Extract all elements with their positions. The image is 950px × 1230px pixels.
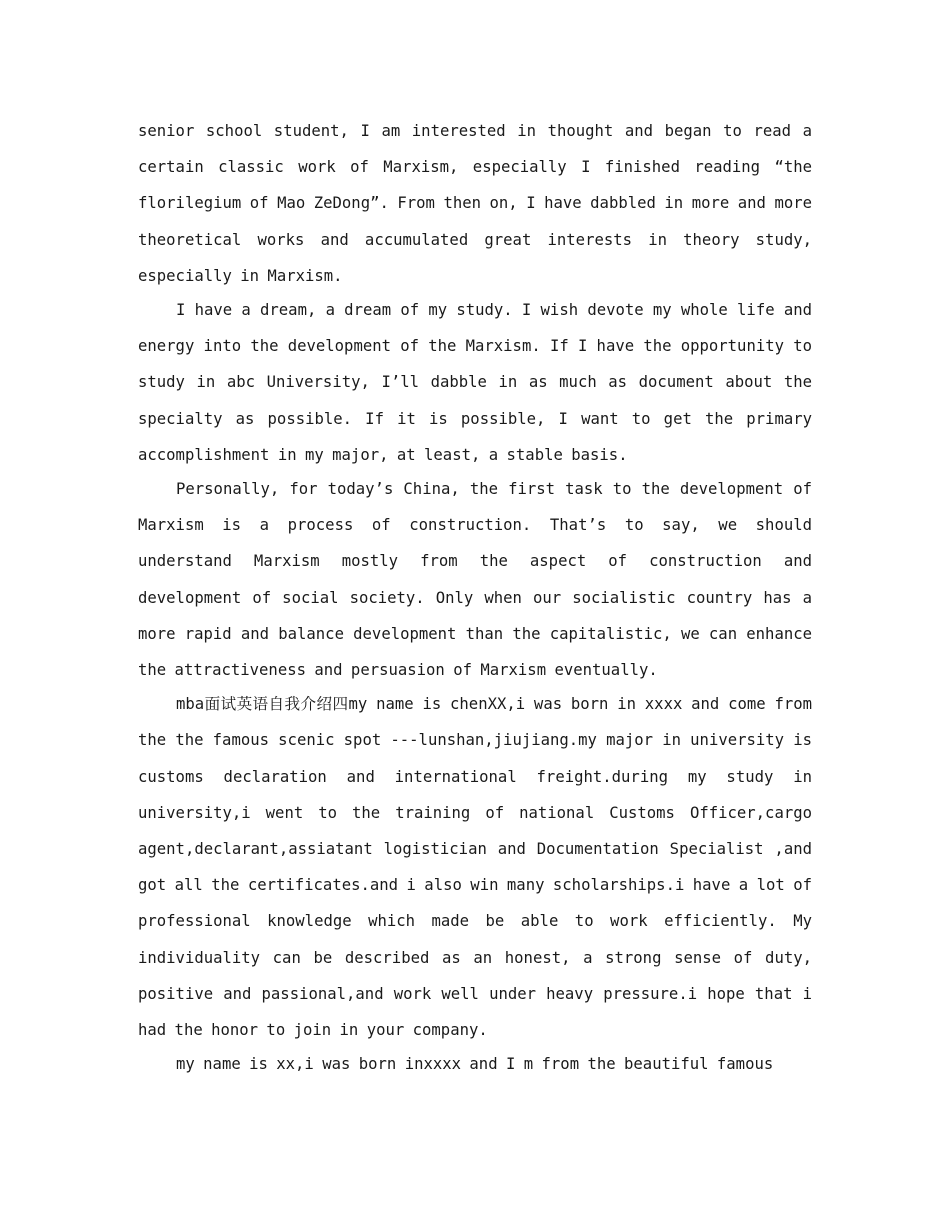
- document-body: [138, 113, 812, 1080]
- paragraph-study-dream: I have a dream, a dream of my study. I wish devote my whole life and energy into the development of the Marxism. If I have the opportunity to study in abc University, I’ll dabble in as much as document about the specialty as possible. If it is possible, I want to get the primary accomplishment in my major, at least, a stable basis.: [138, 301, 812, 464]
- paragraph-china-development: Personally, for today’s China, the first task to the development of Marxism is a process of construction. That’s to say, we should understand Marxism mostly from the aspect of construction and development of social society. Only when our socialistic country has a more rapid and balance development than the capitalistic, we can enhance the attractiveness and persuasion of Marxism eventually.: [138, 480, 812, 680]
- paragraph-mba-introduction: mba面试英语自我介绍四my name is chenXX,i was born in xxxx and come from the the famous scenic spot ---lunshan,jiujiang.my major in university is customs declaration and international freight.during my study in university,i went to the training of national Customs Officer,cargo agent,declarant,assiatant logistician and Documentation Specialist ,and got all the certificates.and i also win many scholarships.i have a lot of professional knowledge which made be able to work efficiently. My individuality can be described as an honest, a strong sense of duty, positive and passional,and work well under heavy pressure.i hope that i had the honor to join in your company.: [138, 695, 812, 1040]
- paragraph-next-introduction: my name is xx,i was born inxxxx and I m from the beautiful famous: [176, 1055, 774, 1074]
- paragraph-marxism-interest: senior school student, I am interested in thought and began to read a certain classic work of Marxism, especially I finished reading “the florilegium of Mao ZeDong”. From then on, I have dabbled in more and more theoretical works and accumulated great interests in theory study, especially in Marxism.: [138, 122, 812, 285]
